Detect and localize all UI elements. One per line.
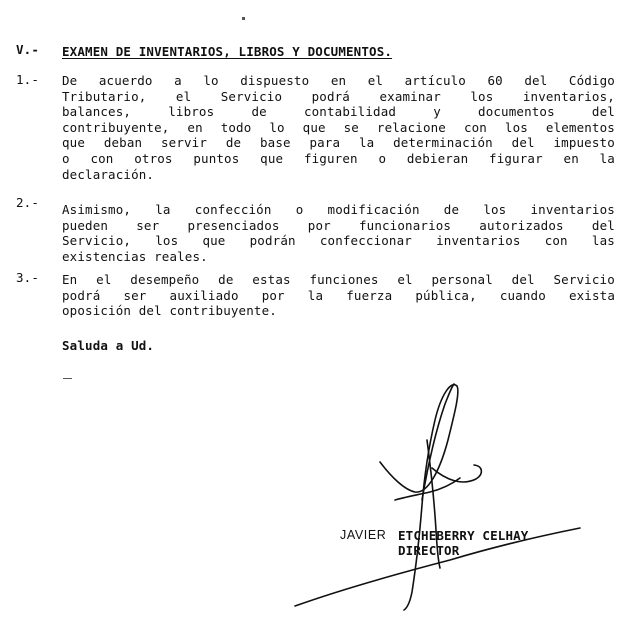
paragraph-line bbox=[62, 73, 615, 89]
word: relacione bbox=[376, 119, 446, 135]
word: en bbox=[187, 119, 203, 135]
word: examinar bbox=[379, 88, 441, 104]
paragraph-last-line: existencias reales. bbox=[62, 248, 208, 264]
word: 60 bbox=[487, 73, 503, 88]
word: Asimismo, bbox=[62, 202, 132, 217]
word: personal bbox=[431, 272, 493, 287]
word: o bbox=[62, 151, 70, 166]
word: del bbox=[591, 217, 615, 233]
word: determinación bbox=[393, 135, 493, 151]
word: por bbox=[261, 287, 285, 303]
word: podrá bbox=[62, 287, 101, 303]
word: cuando bbox=[499, 287, 546, 303]
paragraph-line bbox=[62, 272, 615, 288]
paragraph-line bbox=[62, 202, 615, 218]
word: los bbox=[483, 202, 507, 217]
word: otros bbox=[134, 151, 173, 166]
closing-text: Saluda a Ud. bbox=[62, 338, 155, 353]
word: podrá bbox=[311, 88, 350, 104]
word: podrán bbox=[249, 233, 296, 249]
paragraph-1-number: 1.- bbox=[16, 72, 40, 87]
word: a bbox=[174, 73, 182, 88]
word: del bbox=[591, 104, 615, 120]
word: en bbox=[563, 151, 579, 166]
word: el bbox=[175, 88, 192, 104]
word: Tributario, bbox=[62, 88, 147, 104]
paragraph-last-line: declaración. bbox=[62, 166, 155, 182]
word: auxiliado bbox=[169, 287, 239, 303]
word: Código bbox=[568, 73, 615, 88]
word: En bbox=[62, 272, 78, 287]
word: de bbox=[251, 104, 267, 120]
word: del bbox=[511, 135, 535, 151]
word: los bbox=[155, 233, 179, 249]
word: de bbox=[218, 272, 234, 287]
word: acuerdo bbox=[98, 73, 153, 88]
word: para bbox=[309, 135, 341, 151]
word: impuesto bbox=[553, 135, 615, 151]
word: exista bbox=[568, 287, 615, 303]
word: la bbox=[307, 287, 324, 303]
paragraph-line bbox=[62, 120, 615, 136]
word: de bbox=[225, 135, 242, 151]
word: o bbox=[378, 151, 387, 166]
word: pueden bbox=[62, 217, 109, 233]
word: inventarios bbox=[436, 233, 521, 249]
paragraph-2-number: 2.- bbox=[16, 195, 40, 210]
word: autorizados bbox=[479, 217, 564, 233]
word: los bbox=[504, 119, 528, 135]
word: ser bbox=[136, 217, 160, 233]
word: base bbox=[259, 135, 291, 151]
word: Servicio bbox=[553, 272, 615, 287]
paragraph-line bbox=[62, 135, 615, 151]
signatory-title: DIRECTOR bbox=[398, 543, 460, 558]
word: funciones bbox=[309, 272, 379, 287]
word: elementos bbox=[545, 119, 615, 135]
paragraph-line bbox=[62, 288, 615, 304]
word: Servicio bbox=[220, 88, 283, 104]
word: la bbox=[599, 151, 615, 166]
word: que bbox=[260, 151, 284, 166]
word: confección bbox=[194, 202, 272, 217]
word: presenciados bbox=[187, 217, 280, 233]
word: balances, bbox=[62, 104, 132, 120]
word: ser bbox=[123, 287, 147, 303]
word: fuerza bbox=[346, 287, 393, 303]
word: modificación bbox=[327, 202, 420, 217]
word: desempeño bbox=[130, 272, 200, 287]
word: la bbox=[155, 202, 171, 217]
word: el bbox=[96, 272, 112, 287]
word: deban bbox=[103, 135, 143, 151]
word: lo bbox=[269, 119, 285, 135]
word: inventarios, bbox=[522, 88, 615, 104]
word: de bbox=[443, 202, 460, 217]
paragraph-line bbox=[62, 151, 615, 167]
word: y bbox=[433, 104, 441, 120]
word: contribuyente, bbox=[62, 119, 170, 135]
word: la bbox=[358, 135, 375, 151]
word: todo bbox=[220, 119, 252, 135]
section-number: V.- bbox=[16, 42, 40, 57]
word: figuren bbox=[303, 151, 358, 166]
paragraph-line bbox=[62, 218, 615, 234]
section-title: EXAMEN DE INVENTARIOS, LIBROS Y DOCUMENTOS. bbox=[62, 44, 393, 59]
word: por bbox=[307, 217, 331, 233]
word: con bbox=[544, 233, 568, 249]
word: puntos bbox=[193, 151, 240, 166]
word: pública, bbox=[415, 287, 477, 303]
word: documentos bbox=[478, 104, 555, 120]
paragraph-line bbox=[62, 104, 615, 120]
word: contabilidad bbox=[303, 104, 397, 120]
signatory-first-name: JAVIER bbox=[340, 528, 387, 542]
paragraph-last-line: oposición del contribuyente. bbox=[62, 303, 277, 319]
paragraph-line bbox=[62, 233, 615, 249]
paragraph-line bbox=[62, 89, 615, 105]
word: las bbox=[591, 233, 615, 249]
word: dispuesto bbox=[240, 73, 310, 88]
word: con bbox=[463, 119, 487, 135]
word: Servicio, bbox=[62, 233, 132, 249]
word: debieran bbox=[406, 151, 469, 166]
word: figurar bbox=[489, 151, 543, 166]
word: inventarios bbox=[530, 202, 615, 217]
scan-mark bbox=[242, 17, 245, 20]
word: el bbox=[397, 272, 413, 287]
word: que bbox=[62, 135, 86, 151]
word: o bbox=[295, 202, 304, 217]
word: estas bbox=[252, 272, 291, 287]
word: que bbox=[202, 233, 226, 249]
scan-mark bbox=[63, 378, 72, 379]
word: el bbox=[367, 73, 384, 88]
word: De bbox=[62, 73, 78, 88]
word: con bbox=[90, 151, 114, 166]
word: del bbox=[524, 73, 548, 88]
word: funcionarios bbox=[358, 217, 452, 233]
word: lo bbox=[203, 73, 219, 88]
word: servir bbox=[160, 135, 208, 151]
signatory-surname: ETCHEBERRY CELHAY bbox=[398, 528, 529, 543]
word: libros bbox=[168, 104, 215, 120]
word: los bbox=[470, 88, 494, 104]
word: en bbox=[330, 73, 347, 88]
word: confeccionar bbox=[319, 233, 412, 249]
word: se bbox=[343, 119, 359, 135]
word: que bbox=[302, 119, 326, 135]
paragraph-3-number: 3.- bbox=[16, 270, 40, 285]
word: artículo bbox=[404, 73, 466, 88]
word: del bbox=[511, 272, 535, 287]
